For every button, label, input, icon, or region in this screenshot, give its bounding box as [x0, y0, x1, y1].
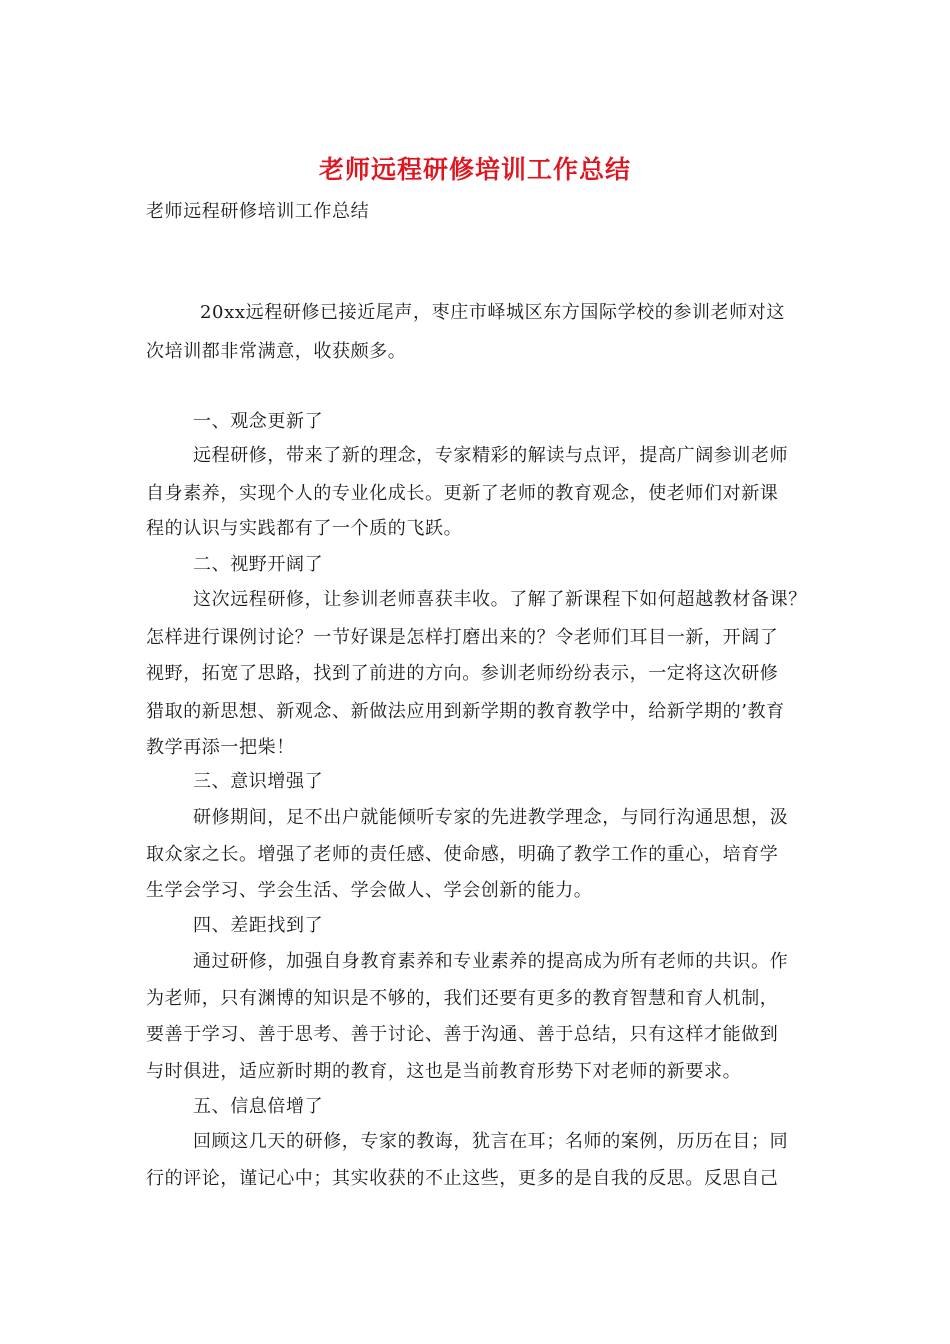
- section-2-line-3: 视野，拓宽了思路，找到了前进的方向。参训老师纷纷表示，一定将这次研修: [146, 663, 779, 684]
- section-heading-3: 三、意识增强了: [193, 771, 324, 792]
- section-heading-5: 五、信息倍增了: [193, 1096, 324, 1117]
- section-heading-1: 一、观念更新了: [193, 411, 324, 432]
- document-title: 老师远程研修培训工作总结: [318, 155, 631, 184]
- section-3-line-2: 取众家之长。增强了老师的责任感、使命感，明确了教学工作的重心，培育学: [146, 844, 779, 865]
- section-2-line-5: 教学再添一把柴！: [146, 737, 295, 758]
- section-4-line-3: 要善于学习、善于思考、善于讨论、善于沟通、善于总结，只有这样才能做到: [146, 1024, 779, 1045]
- section-2-line-1: 这次远程研修，让参训老师喜获丰收。了解了新课程下如何超越教材备课？: [193, 589, 807, 610]
- section-5-line-2: 行的评论，谨记心中；其实收获的不止这些，更多的是自我的反思。反思自己: [146, 1168, 779, 1189]
- section-4-line-1: 通过研修，加强自身教育素养和专业素养的提高成为所有老师的共识。作: [193, 951, 789, 972]
- section-heading-2: 二、视野开阔了: [193, 554, 324, 575]
- section-1-line-2: 自身素养，实现个人的专业化成长。更新了老师的教育观念，使老师们对新课: [146, 483, 779, 504]
- document-subtitle: 老师远程研修培训工作总结: [146, 201, 370, 222]
- section-2-line-2: 怎样进行课例讨论？一节好课是怎样打磨出来的？令老师们耳目一新，开阔了: [146, 627, 779, 648]
- section-1-line-1: 远程研修，带来了新的理念，专家精彩的解读与点评，提高广阔参训老师: [193, 445, 789, 466]
- section-heading-4: 四、差距找到了: [193, 915, 324, 936]
- intro-line-1: 20xx远程研修已接近尾声，枣庄市峄城区东方国际学校的参训老师对这: [200, 302, 786, 323]
- intro-line-2: 次培训都非常满意，收获颇多。: [146, 341, 407, 362]
- section-4-line-2: 为老师，只有渊博的知识是不够的，我们还要有更多的教育智慧和育人机制，: [146, 988, 779, 1009]
- section-4-line-4: 与时俱进，适应新时期的教育，这也是当前教育形势下对老师的新要求。: [146, 1061, 742, 1082]
- section-1-line-3: 程的认识与实践都有了一个质的飞跃。: [146, 518, 463, 539]
- section-5-line-1: 回顾这几天的研修，专家的教诲，犹言在耳；名师的案例，历历在目；同: [193, 1131, 789, 1152]
- section-2-line-4: 猎取的新思想、新观念、新做法应用到新学期的教育教学中，给新学期的’教育: [146, 701, 785, 722]
- section-3-line-3: 生学会学习、学会生活、学会做人、学会创新的能力。: [146, 880, 593, 901]
- section-3-line-1: 研修期间，足不出户就能倾听专家的先进教学理念，与同行沟通思想，汲: [193, 807, 789, 828]
